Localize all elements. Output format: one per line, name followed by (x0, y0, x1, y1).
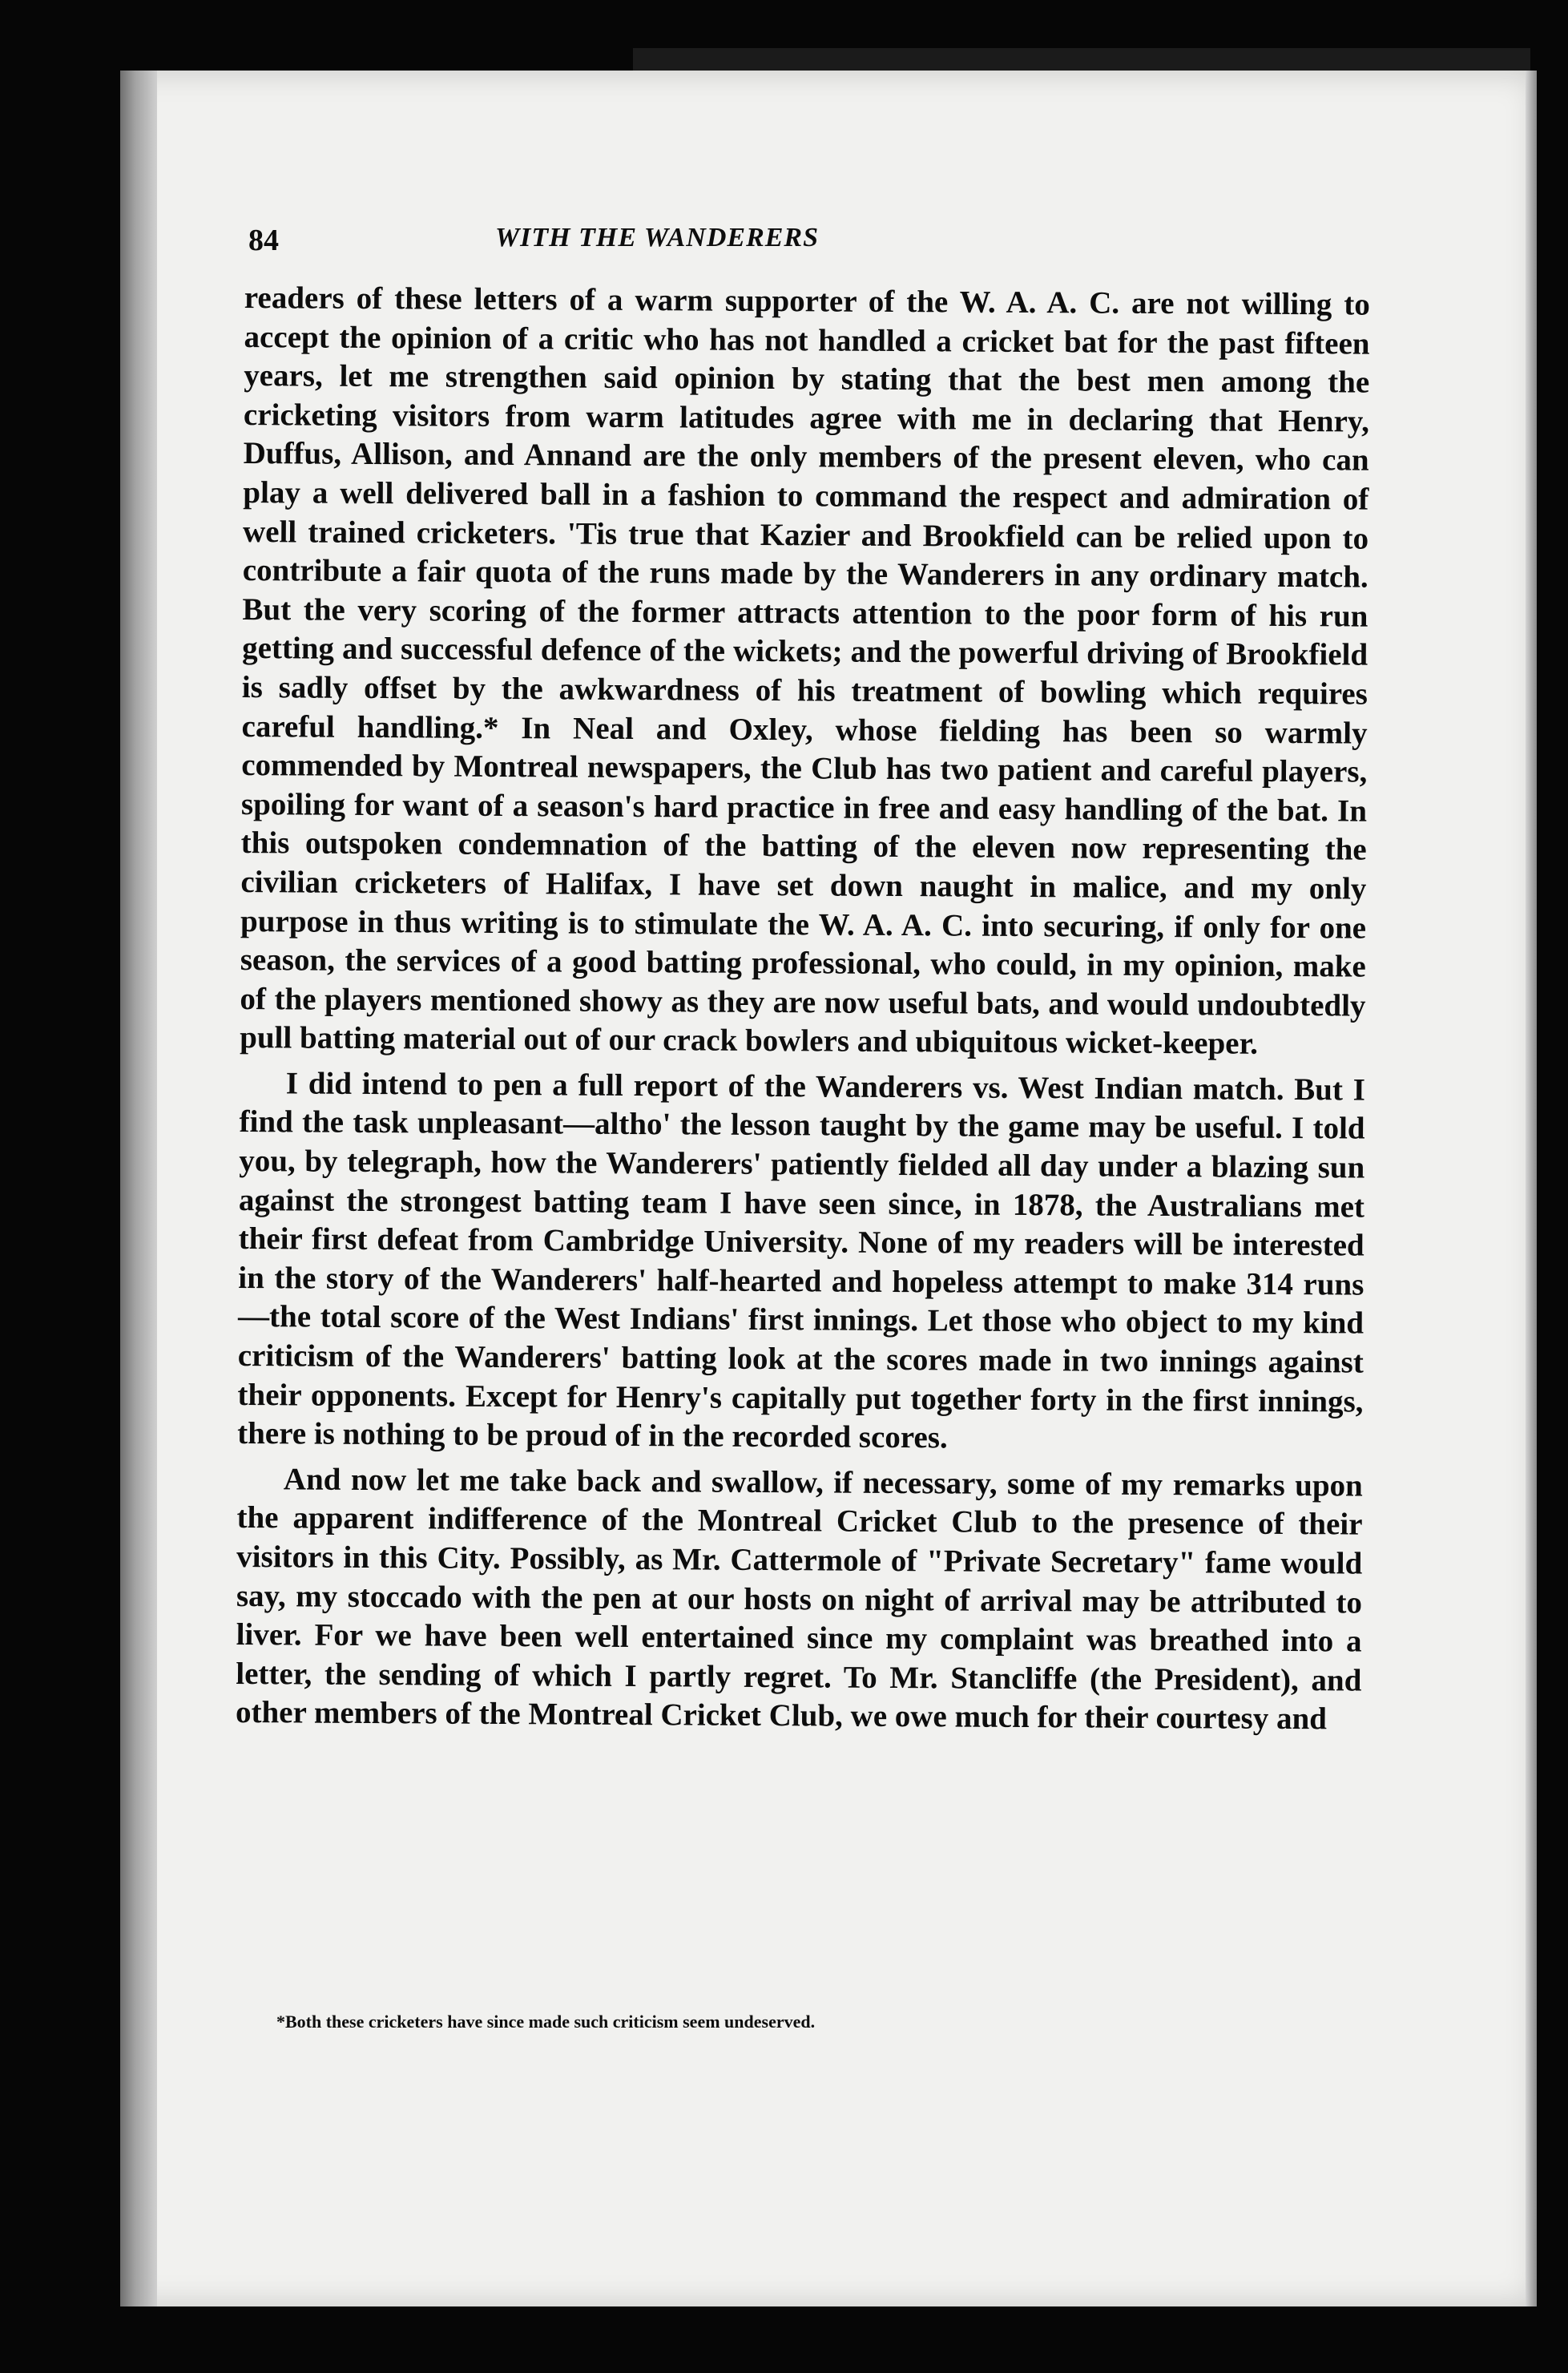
paragraph-1: readers of these letters of a warm supporter of the W. A. A. C. are not willing to accept the opinion of a critic who has not handled a cricket bat for the past fifteen years, let me strengthen said opinion by stating that the best men among the cricketing visitors from warm latitudes agree with me in declaring that Henry, Duffus, Allison, and Annand are the only members of the present eleven, who can play a well delivered ball in a fashion to command the respect and admiration of well trained cricketers. 'Tis true that Kazier and Brookfield can be relied upon to contribute a fair quota of the runs made by the Wanderers in any ordinary match. But the very scoring of the former attracts attention to the poor form of his run getting and successful defence of the wickets; and the powerful driving of Brookfield is sadly offset by the awkwardness of his treatment of bowling which requires careful handling.* In Neal and Oxley, whose fielding has been so warmly commended by Montreal newspapers, the Club has two patient and careful players, spoiling for want of a season's hard practice in free and easy handling of the bat. In this outspoken condemnation of the batting of the eleven now representing the civilian cricketers of Halifax, I have set down naught in malice, and my only purpose in thus writing is to stimulate the W. A. A. C. into securing, if only for one season, the services of a good batting professional, who could, in my opinion, make of the players mentioned showy as they are now useful bats, and would undoubtedly pull batting material out of our crack bowlers and ubiquitous wicket-keeper. (240, 280, 1370, 1062)
footnote: *Both these cricketers have since made such criticism seem undeserved. (276, 2012, 816, 2032)
paragraph-3: And now let me take back and swallow, if necessary, some of my remarks upon the apparent indifference of the Montreal Cricket Club to the presence of their visitors in this City. Possibly, as Mr. Cattermole of "Private Secretary" fame would say, my stoccado with the pen at our hosts on night of arrival may be attributed to liver. For we have been well entertained since my complaint was breathed into a letter, the sending of which I partly regret. To Mr. Stancliffe (the President), and other members of the Montreal Cricket Club, we owe much for their courtesy and (235, 1462, 1363, 1737)
body-text (236, 279, 1370, 1740)
running-title: WITH THE WANDERERS (494, 223, 820, 252)
page-number: 84 (248, 224, 279, 257)
page-binding-edge (120, 71, 157, 2306)
page-header (248, 223, 1066, 263)
paragraph-2: I did intend to pen a full report of the Wanderers vs. West Indian match. But I find the task unpleasant—altho' the lesson taught by the game may be useful. I told you, by telegraph, how the Wanderers' patiently fielded all day under a blazing sun against the strongest batting team I have seen since, in 1878, the Australians met their first defeat from Cambridge University. None of my readers will be interested in the story of the Wanderers' half-hearted and hopeless attempt to make 314 runs—the total score of the West Indians' first innings. Let those who object to my kind criticism of the Wanderers' batting look at the scores made in two innings against their opponents. Except for Henry's capitally put together forty in the first innings, there is nothing to be proud of in the recorded scores. (237, 1066, 1365, 1455)
page-right-edge (1526, 71, 1537, 2306)
